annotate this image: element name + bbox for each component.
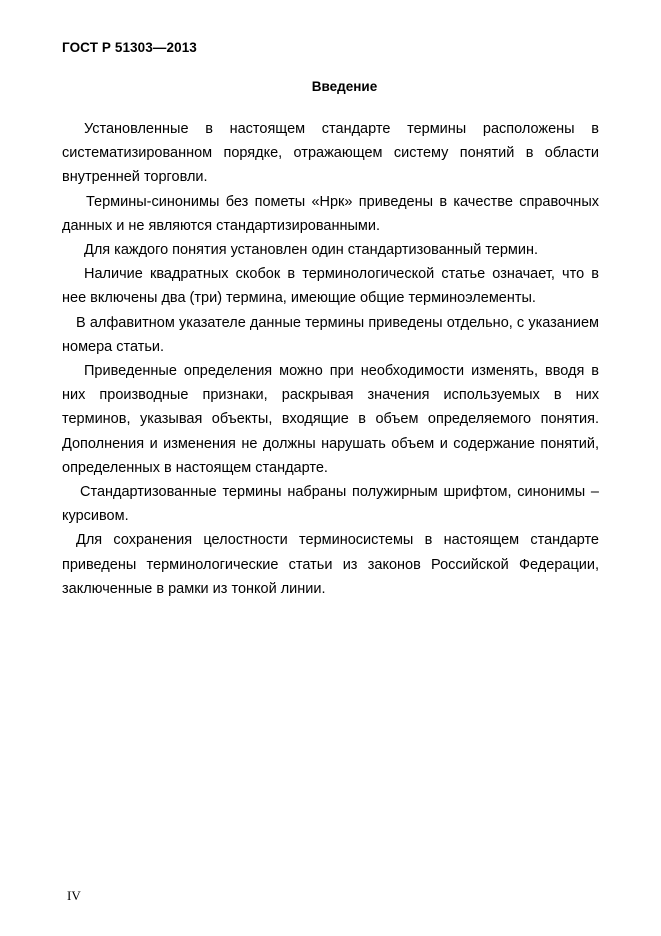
paragraph-fonts: Стандартизованные термины набраны полужирным шрифтом, синонимы – курсивом. (62, 484, 599, 525)
paragraph-one-term: Для каждого понятия установлен один стандартизованный термин. (84, 242, 539, 259)
page-number: IV (67, 888, 81, 903)
paragraph-alphabetical-index: В алфавитном указателе данные термины приведены отдельно, с указанием номера статьи. (62, 314, 599, 355)
paragraph-term-arrangement: Установленные в настоящем стандарте термины расположены в систематизированном порядке, отражающем систему понятий в области внутренней торговли. (62, 121, 599, 186)
paragraph-square-brackets: Наличие квадратных скобок в терминологической статье означает, что в нее включены два (три) термина, имеющие общие терминоэлементы. (62, 266, 599, 307)
paragraph-federal-laws: Для сохранения целостности терминосистемы в настоящем стандарте приведены терминологические статьи из законов Российской Федерации, заключенные в рамки из тонкой линии. (62, 532, 599, 597)
section-title: Введение (311, 79, 378, 94)
body-text (62, 117, 599, 601)
paragraph-synonyms: Термины-синонимы без пометы «Нрк» приведены в качестве справочных данных и не являются стандартизированными. (62, 193, 599, 234)
paragraph-definitions: Приведенные определения можно при необходимости изменять, вводя в них производные признаки, раскрывая значения используемых в них терминов, указывая объекты, входящие в объем определяемого понятия. Дополнения и изменения не должны нарушать объем и содержание понятий, определенных в настоящем стандарте. (62, 363, 599, 476)
document-code: ГОСТ Р 51303—2013 (62, 40, 197, 55)
